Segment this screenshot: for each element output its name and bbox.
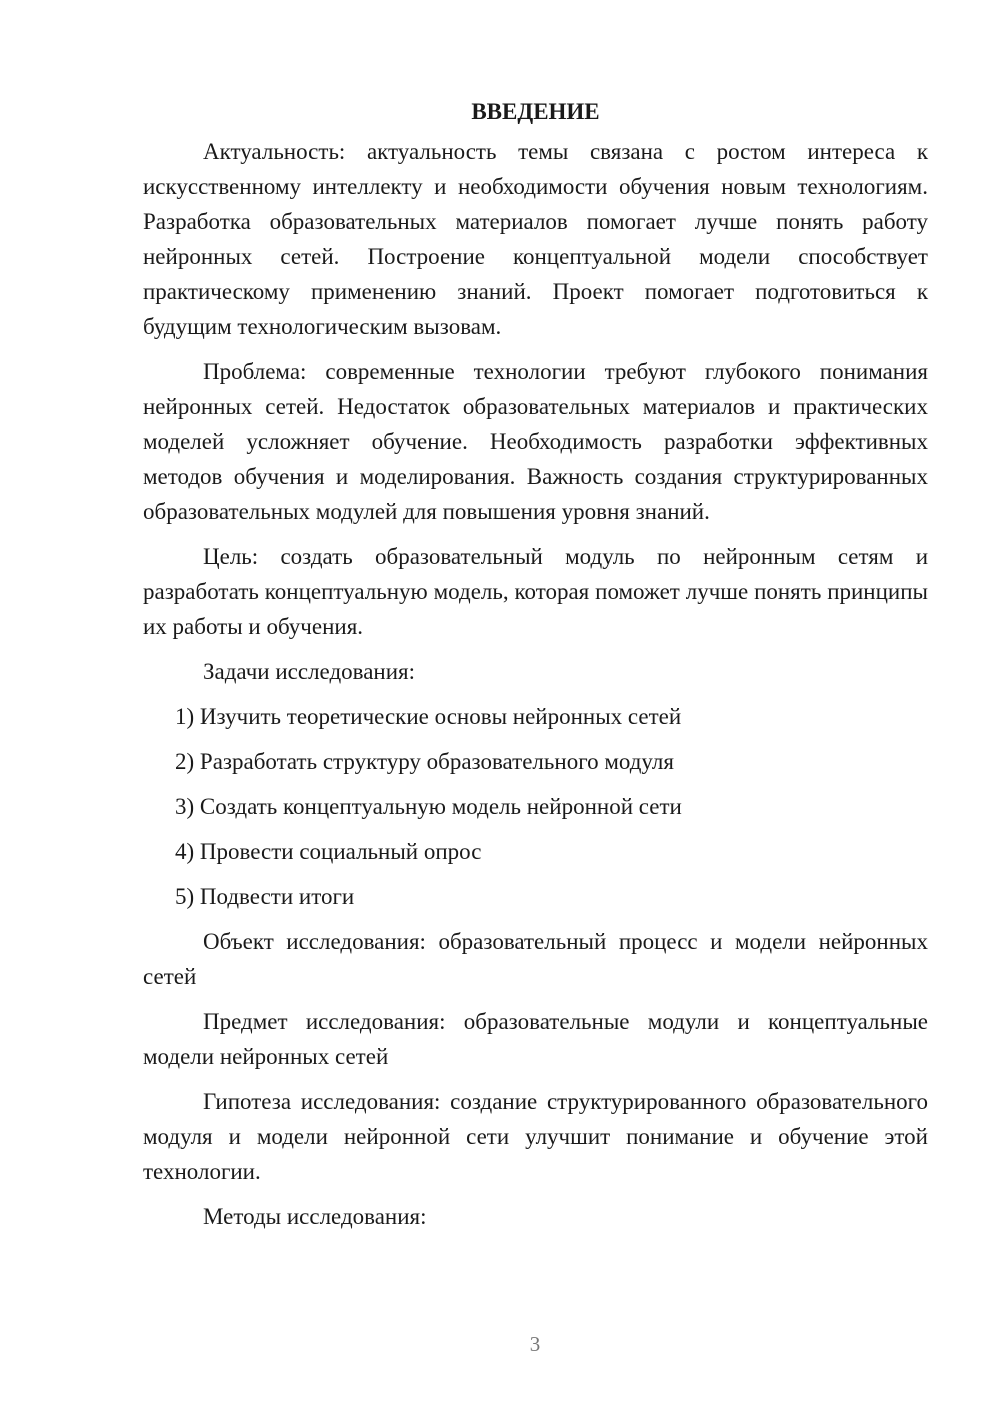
task-item: 1) Изучить теоретические основы нейронных сетей [175,704,682,729]
section-title: ВВЕДЕНИЕ [471,99,600,124]
task-item: 5) Подвести итоги [175,884,355,909]
task-item: 3) Создать концептуальную модель нейронной сети [175,794,682,819]
tasks-heading: Задачи исследования: [203,659,416,684]
paragraph-subject: Предмет исследования: образовательные модули и концептуальные модели нейронных сетей [143,1009,928,1069]
paragraph-hypothesis: Гипотеза исследования: создание структурированного образовательного модуля и модели нейронной сети улучшит понимание и обучение этой технологии. [143,1089,928,1184]
paragraph-goal: Цель: создать образовательный модуль по нейронным сетям и разработать концептуальную модель, которая поможет лучше понять принципы их работы и обучения. [143,544,928,639]
task-item: 4) Провести социальный опрос [175,839,482,864]
page-number: 3 [529,1332,541,1356]
methods-heading: Методы исследования: [203,1204,427,1229]
paragraph-actuality: Актуальность: актуальность темы связана с ростом интереса к искусственному интеллекту и необходимости обучения новым технологиям. Разработка образовательных материалов помогает лучше понять работу нейронных сетей. Построение концептуальной модели способствует практическому применению знаний. Проект помогает подготовиться к будущим технологическим вызовам. [143,139,928,339]
page-content [143,96,928,1244]
task-item: 2) Разработать структуру образовательного модуля [175,749,674,774]
paragraph-problem: Проблема: современные технологии требуют глубокого понимания нейронных сетей. Недостаток образовательных материалов и практических моделей усложняет обучение. Необходимость разработки эффективных методов обучения и моделирования. Важность создания структурированных образовательных модулей для повышения уровня знаний. [143,359,928,524]
paragraph-object: Объект исследования: образовательный процесс и модели нейронных сетей [143,929,928,989]
tasks-list [143,699,928,914]
